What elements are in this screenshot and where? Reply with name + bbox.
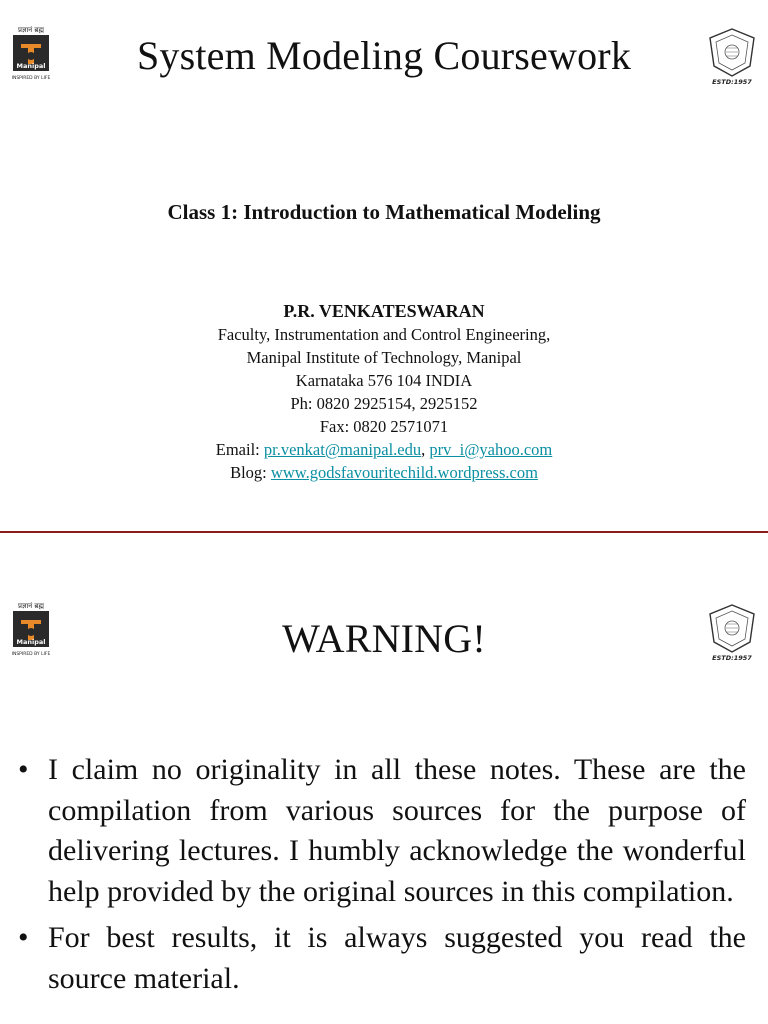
seal-estd-text: ESTD:1957 (712, 78, 752, 86)
bullet-item (18, 750, 746, 912)
phone-line: Ph: 0820 2925154, 2925152 (290, 394, 478, 413)
slide-divider (0, 531, 768, 533)
author-name: P.R. VENKATESWARAN (283, 301, 485, 321)
bullet-text: I claim no originality in all these notes. These are the compilation from various sources for the purpose of delivering lectures. I humbly acknowledge the wonderful help provided by the original sources in this compilation. (48, 753, 746, 908)
contact-block (0, 300, 768, 484)
slide-title: System Modeling Coursework (136, 33, 632, 78)
logo-manipal-text: Manipal (16, 62, 46, 70)
institute-seal (704, 26, 760, 86)
affiliation-line: Faculty, Instrumentation and Control Engineering, (217, 325, 551, 344)
blog-label: Blog: (230, 463, 271, 482)
email-line (0, 438, 768, 461)
address-line: Karnataka 576 104 INDIA (295, 371, 473, 390)
email-link-primary[interactable]: pr.venkat@manipal.edu (263, 440, 422, 459)
email-separator: , (421, 440, 430, 459)
logo-script-text: प्रज्ञानं ब्रह्म (18, 602, 44, 610)
logo-tagline-text: INSPIRED BY LIFE (11, 76, 51, 81)
logo-script-text: प्रज्ञानं ब्रह्म (18, 26, 44, 34)
warning-bullet-list (18, 750, 746, 1005)
email-label: Email: (215, 440, 264, 459)
bullet-item (18, 918, 746, 999)
slide-subtitle: Class 1: Introduction to Mathematical Modeling (167, 200, 601, 224)
bullet-text: For best results, it is always suggested you read the source material. (48, 921, 746, 995)
institute-line: Manipal Institute of Technology, Manipal (246, 348, 522, 367)
blog-line (0, 461, 768, 484)
warning-title: WARNING! (282, 616, 486, 661)
fax-line: Fax: 0820 2571071 (319, 417, 449, 436)
bullet-icon: • (18, 753, 29, 786)
seal-estd-text: ESTD:1957 (712, 654, 752, 662)
email-link-secondary[interactable]: prv_i@yahoo.com (429, 440, 553, 459)
blog-link[interactable]: www.godsfavouritechild.wordpress.com (270, 463, 538, 482)
logo-manipal-text: Manipal (16, 638, 46, 646)
logo-tagline-text: INSPIRED BY LIFE (11, 652, 51, 657)
bullet-icon: • (18, 921, 29, 954)
